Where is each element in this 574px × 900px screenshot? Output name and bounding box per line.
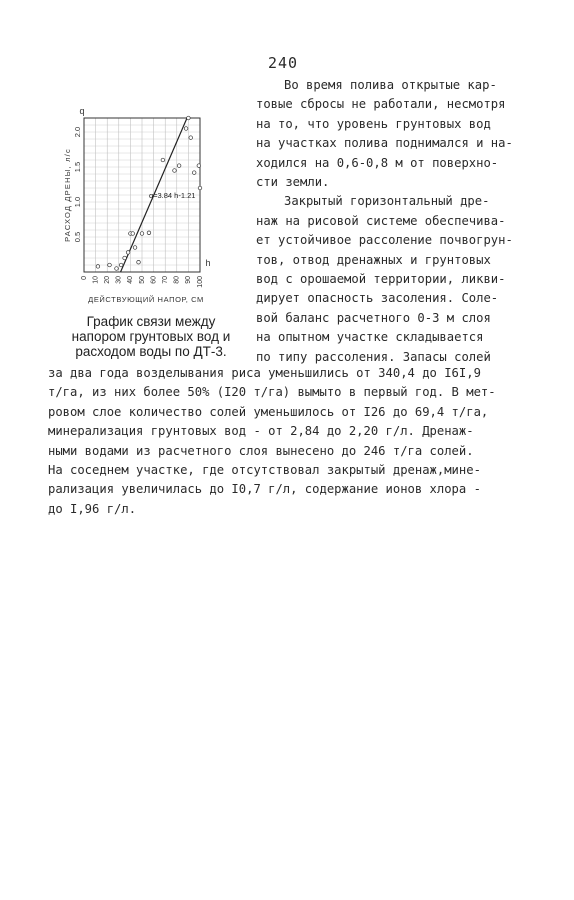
data-point: [173, 169, 177, 173]
x-tick-label: 90: [185, 276, 193, 284]
figure-caption: [58, 314, 244, 359]
x-tick-label: 70: [162, 276, 170, 284]
data-point: [198, 186, 202, 190]
text-line: сти земли.: [256, 175, 330, 190]
data-point: [137, 260, 141, 264]
text-line: ет устойчивое рассоление почвогрун-: [256, 233, 513, 248]
x-tick-label: 30: [115, 276, 123, 284]
text-line: на участках полива поднимался и на-: [256, 136, 513, 151]
data-point: [161, 158, 165, 162]
equation-label: q=3.84 h-1.21: [148, 190, 196, 200]
text-line: ровом слое количество солей уменьшилось от I26 до 69,4 т/га,: [48, 404, 489, 419]
data-point: [131, 232, 135, 236]
x-tick-label: 10: [92, 276, 100, 284]
text-line: товые сбросы не работали, несмотря: [256, 97, 506, 112]
data-point: [119, 263, 123, 267]
x-tick-label: 80: [173, 276, 181, 284]
data-point: [187, 116, 191, 120]
full-width-text: [48, 364, 518, 519]
x-tick-label: 50: [138, 276, 146, 284]
data-point: [197, 164, 201, 168]
text-line: на опытном участке складывается: [256, 330, 484, 345]
text-line: ходился на 0,6-0,8 м от поверхно-: [256, 155, 499, 170]
data-point: [133, 246, 137, 250]
x-tick-label: 0: [80, 276, 88, 280]
text-line: наж на рисовой системе обеспечива-: [256, 213, 506, 228]
y-axis-symbol: q: [79, 106, 85, 116]
caption-line: График связи между: [86, 314, 216, 329]
text-line: вод с орошаемой территории, ликви-: [256, 272, 506, 287]
data-point: [184, 127, 188, 131]
caption-line: напором грунтовых вод и: [71, 329, 231, 344]
data-point: [177, 164, 181, 168]
x-tick-label: 100: [196, 276, 204, 288]
right-column-text: [256, 76, 536, 367]
data-point: [189, 136, 193, 140]
data-point: [108, 263, 112, 267]
data-point: [192, 171, 196, 175]
text-line: по типу рассоления. Запасы солей: [256, 349, 491, 364]
text-line: На соседнем участке, где отсутствовал закрытый дренаж,мине-: [48, 463, 481, 478]
text-line: за два года возделывания риса уменьшились от 340,4 до I6I,9: [48, 366, 481, 380]
text-line: вой баланс расчетного 0-3 м слоя: [256, 310, 491, 325]
text-line: т/га, из них более 50% (I20 т/га) вымыто в первый год. В мет-: [48, 385, 496, 400]
text-line: тов, отвод дренажных и грунтовых: [256, 252, 491, 267]
text-line: ными водами из расчетного слоя вынесено до 246 т/га солей.: [48, 443, 474, 458]
caption-line: расходом воды по ДТ-3.: [75, 344, 227, 359]
y-tick-label: 1.5: [73, 161, 82, 173]
page-number: 240: [268, 54, 299, 72]
text-line: до I,96 г/л.: [48, 501, 137, 516]
scatter-chart: [63, 104, 216, 304]
y-axis-label: РАСХОД ДРЕНЫ, л/с: [63, 148, 72, 242]
data-point: [123, 256, 127, 260]
data-point: [126, 251, 130, 255]
data-point: [140, 232, 144, 236]
x-axis-label: ДЕЙСТВУЮЩИЙ НАПОР, СМ: [88, 295, 204, 304]
x-axis-symbol: h: [205, 258, 211, 268]
data-point: [96, 265, 100, 269]
data-point: [115, 267, 119, 271]
figure: [63, 104, 216, 304]
y-tick-label: 1.0: [73, 196, 82, 208]
y-tick-label: 2.0: [73, 126, 82, 138]
text-line: Закрытый горизонтальный дре-: [284, 194, 490, 209]
text-line: рализация увеличилась до I0,7 г/л, содержание ионов хлора -: [48, 482, 481, 497]
text-line: минерализация грунтовых вод - от 2,84 до 2,20 г/л. Дренаж-: [48, 424, 474, 439]
text-line: дирует опасность засоления. Соле-: [256, 291, 499, 306]
data-point: [147, 231, 151, 235]
x-tick-label: 40: [127, 276, 135, 284]
text-line: Во время полива открытые кар-: [284, 78, 497, 92]
x-tick-label: 20: [104, 276, 112, 284]
y-tick-label: 0.5: [73, 231, 82, 243]
x-tick-label: 60: [150, 276, 158, 284]
text-line: на то, что уровень грунтовых вод: [256, 116, 491, 131]
